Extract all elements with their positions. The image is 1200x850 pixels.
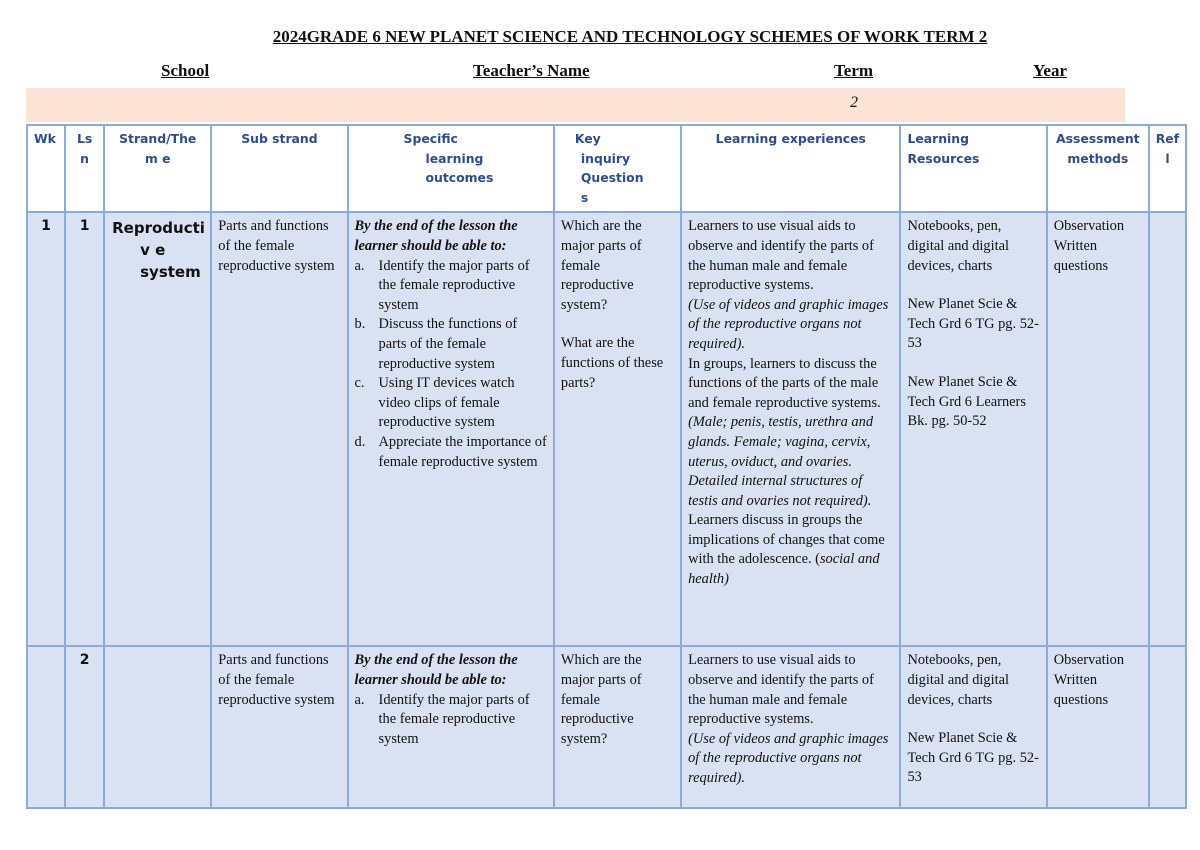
list-item: a. Identify the major parts of the female reproductive system xyxy=(354,257,530,313)
col-wk: Wk xyxy=(27,125,65,212)
outcomes-intro: By the end of the lesson the learner should be able to: xyxy=(354,652,518,688)
table-header-row xyxy=(27,125,1186,212)
reflection-cell xyxy=(1149,646,1186,808)
learning-experiences-cell: Learners to use visual aids to observe and identify the parts of the human male and female reproductive systems. (Use of videos and graphic images of the reproductive organs not required). In groups, learners to discuss the functions of the parts of the male and female reproductive systems. (Male; penis, testis, urethra and glands. Female; vagina, cervix, uterus, oviduct, and ovaries. Detailed internal structures of testis and ovaries not required). Learners discuss in groups the implications of changes that come with the adolescence. (social and health) xyxy=(681,212,900,646)
learning-outcomes-cell xyxy=(348,646,554,808)
col-learning-outcomes: Specific learning outcomes xyxy=(348,125,554,212)
week-cell: 1 xyxy=(27,212,65,646)
list-item: a. Identify the major parts of the female reproductive system xyxy=(354,691,530,747)
teacher-name-label: Teacher’s Name xyxy=(473,61,590,80)
school-label: School xyxy=(161,61,210,80)
outcomes-intro: By the end of the lesson the learner should be able to: xyxy=(354,218,518,254)
key-inquiry-cell: Which are the major parts of female reproductive system? What are the functions of these parts? xyxy=(554,212,681,646)
strand-cell xyxy=(104,646,211,808)
col-learning-experiences: Learning experiences xyxy=(681,125,900,212)
learning-resources-cell: Notebooks, pen, digital and digital devices, charts New Planet Scie & Tech Grd 6 TG pg. 52-53 New Planet Scie & Tech Grd 6 Learners Bk. pg. 50-52 xyxy=(900,212,1046,646)
col-assessment: Assessment methods xyxy=(1047,125,1149,212)
assessment-cell: Observation Written questions xyxy=(1047,212,1149,646)
table-row xyxy=(27,212,1186,646)
key-inquiry-cell: Which are the major parts of female reproductive system? xyxy=(554,646,681,808)
learning-outcomes-cell xyxy=(348,212,554,646)
sub-strand-cell: Parts and functions of the female reproductive system xyxy=(211,212,347,646)
header-info-row xyxy=(26,88,1125,122)
outcomes-list xyxy=(355,691,547,750)
learning-experiences-cell: Learners to use visual aids to observe and identify the parts of the human male and female reproductive systems. (Use of videos and graphic images of the reproductive organs not required). xyxy=(681,646,900,808)
document-title: 2024GRADE 6 NEW PLANET SCIENCE AND TECHNOLOGY SCHEMES OF WORK TERM 2 xyxy=(272,27,988,46)
strand-cell: Reproducti v e system xyxy=(104,212,211,646)
table-row xyxy=(27,646,1186,808)
outcomes-list xyxy=(355,257,547,473)
assessment-cell: Observation Written questions xyxy=(1047,646,1149,808)
schemes-of-work-table xyxy=(26,124,1187,809)
lesson-cell: 2 xyxy=(65,646,104,808)
col-key-inquiry: Key inquiry Question s xyxy=(554,125,681,212)
col-sub-strand: Sub strand xyxy=(211,125,347,212)
term-value: 2 xyxy=(850,94,858,111)
list-item: c. Using IT devices watch video clips of female reproductive system xyxy=(354,375,515,431)
week-cell xyxy=(27,646,65,808)
col-reflection: Ref l xyxy=(1149,125,1186,212)
sub-strand-cell: Parts and functions of the female reproductive system xyxy=(211,646,347,808)
year-label: Year xyxy=(1033,61,1067,80)
col-lesson: Ls n xyxy=(65,125,104,212)
col-learning-resources: Learning Resources xyxy=(900,125,1046,212)
reflection-cell xyxy=(1149,212,1186,646)
list-item: b. Discuss the functions of parts of the female reproductive system xyxy=(354,316,518,372)
term-label: Term xyxy=(834,61,874,80)
list-item: d. Appreciate the importance of female reproductive system xyxy=(354,433,547,470)
col-strand: Strand/The m e xyxy=(104,125,211,212)
learning-resources-cell: Notebooks, pen, digital and digital devices, charts New Planet Scie & Tech Grd 6 TG pg. 52-53 xyxy=(900,646,1046,808)
lesson-cell: 1 xyxy=(65,212,104,646)
